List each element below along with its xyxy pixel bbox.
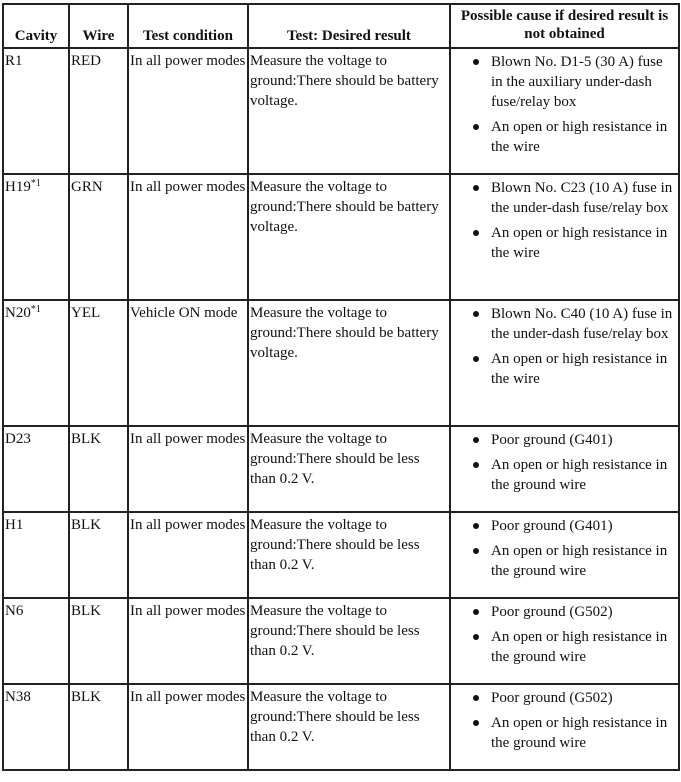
condition-cell: In all power modes — [128, 598, 248, 684]
cavity-id: N38 — [5, 689, 31, 705]
cause-item: Poor ground (G502) — [471, 688, 676, 708]
wire-cell: BLK — [69, 598, 128, 684]
cause-cell — [450, 598, 679, 684]
cavity-footnote: *1 — [30, 178, 41, 189]
cause-item: Poor ground (G502) — [471, 602, 676, 622]
cause-cell — [450, 48, 679, 174]
table-row — [3, 48, 679, 174]
result-cell: Measure the voltage to ground:There should be battery voltage. — [248, 48, 450, 174]
result-cell: Measure the voltage to ground:There should be less than 0.2 V. — [248, 426, 450, 512]
wire-cell: BLK — [69, 512, 128, 598]
cavity-cell — [3, 426, 69, 512]
cause-item: An open or high resistance in the wire — [471, 349, 676, 389]
cause-item: An open or high resistance in the ground wire — [471, 627, 676, 667]
header-test-condition: Test condition — [128, 4, 248, 48]
table-row — [3, 512, 679, 598]
cause-list — [471, 602, 676, 667]
table-row — [3, 174, 679, 300]
table-row — [3, 300, 679, 426]
cause-item: Blown No. C23 (10 A) fuse in the under-dash fuse/relay box — [471, 178, 676, 218]
cavity-cell — [3, 512, 69, 598]
condition-cell: In all power modes — [128, 48, 248, 174]
cavity-id: D23 — [5, 431, 31, 447]
table-row — [3, 684, 679, 770]
wire-cell: YEL — [69, 300, 128, 426]
cause-list — [471, 304, 676, 389]
cavity-id: N20 — [5, 305, 31, 321]
cause-list — [471, 688, 676, 753]
wire-cell: BLK — [69, 426, 128, 512]
table-row — [3, 598, 679, 684]
cavity-cell — [3, 174, 69, 300]
cause-cell — [450, 512, 679, 598]
wire-cell: BLK — [69, 684, 128, 770]
cause-item: Blown No. C40 (10 A) fuse in the under-dash fuse/relay box — [471, 304, 676, 344]
cause-item: An open or high resistance in the ground wire — [471, 455, 676, 495]
condition-cell: In all power modes — [128, 426, 248, 512]
cause-cell — [450, 684, 679, 770]
cavity-cell — [3, 300, 69, 426]
condition-cell: Vehicle ON mode — [128, 300, 248, 426]
cause-list — [471, 430, 676, 495]
cause-item: Poor ground (G401) — [471, 516, 676, 536]
cavity-footnote: *1 — [30, 304, 41, 315]
header-wire: Wire — [69, 4, 128, 48]
result-cell: Measure the voltage to ground:There should be less than 0.2 V. — [248, 684, 450, 770]
wire-cell: GRN — [69, 174, 128, 300]
cause-list — [471, 178, 676, 263]
result-cell: Measure the voltage to ground:There should be less than 0.2 V. — [248, 598, 450, 684]
result-cell: Measure the voltage to ground:There should be battery voltage. — [248, 174, 450, 300]
cause-list — [471, 516, 676, 581]
header-desired-result: Test: Desired result — [248, 4, 450, 48]
cavity-id: N6 — [5, 603, 24, 619]
table-row — [3, 426, 679, 512]
cause-item: An open or high resistance in the wire — [471, 117, 676, 157]
cavity-cell — [3, 598, 69, 684]
condition-cell: In all power modes — [128, 512, 248, 598]
header-possible-cause: Possible cause if desired result is not obtained — [450, 4, 679, 48]
cause-item: An open or high resistance in the ground wire — [471, 541, 676, 581]
header-cavity: Cavity — [3, 4, 69, 48]
cavity-id: H1 — [5, 517, 24, 533]
cause-list — [471, 52, 676, 157]
cause-item: An open or high resistance in the ground wire — [471, 713, 676, 753]
wire-cell: RED — [69, 48, 128, 174]
cause-item: An open or high resistance in the wire — [471, 223, 676, 263]
connector-test-table — [2, 3, 680, 771]
result-cell: Measure the voltage to ground:There should be less than 0.2 V. — [248, 512, 450, 598]
condition-cell: In all power modes — [128, 684, 248, 770]
cavity-id: R1 — [5, 53, 23, 69]
cause-cell — [450, 174, 679, 300]
condition-cell: In all power modes — [128, 174, 248, 300]
cause-item: Blown No. D1-5 (30 A) fuse in the auxiliary under-dash fuse/relay box — [471, 52, 676, 112]
cavity-cell — [3, 48, 69, 174]
table-header-row — [3, 4, 679, 48]
cause-item: Poor ground (G401) — [471, 430, 676, 450]
cavity-cell — [3, 684, 69, 770]
cavity-id: H19 — [5, 179, 31, 195]
cause-cell — [450, 300, 679, 426]
cause-cell — [450, 426, 679, 512]
result-cell: Measure the voltage to ground:There should be battery voltage. — [248, 300, 450, 426]
